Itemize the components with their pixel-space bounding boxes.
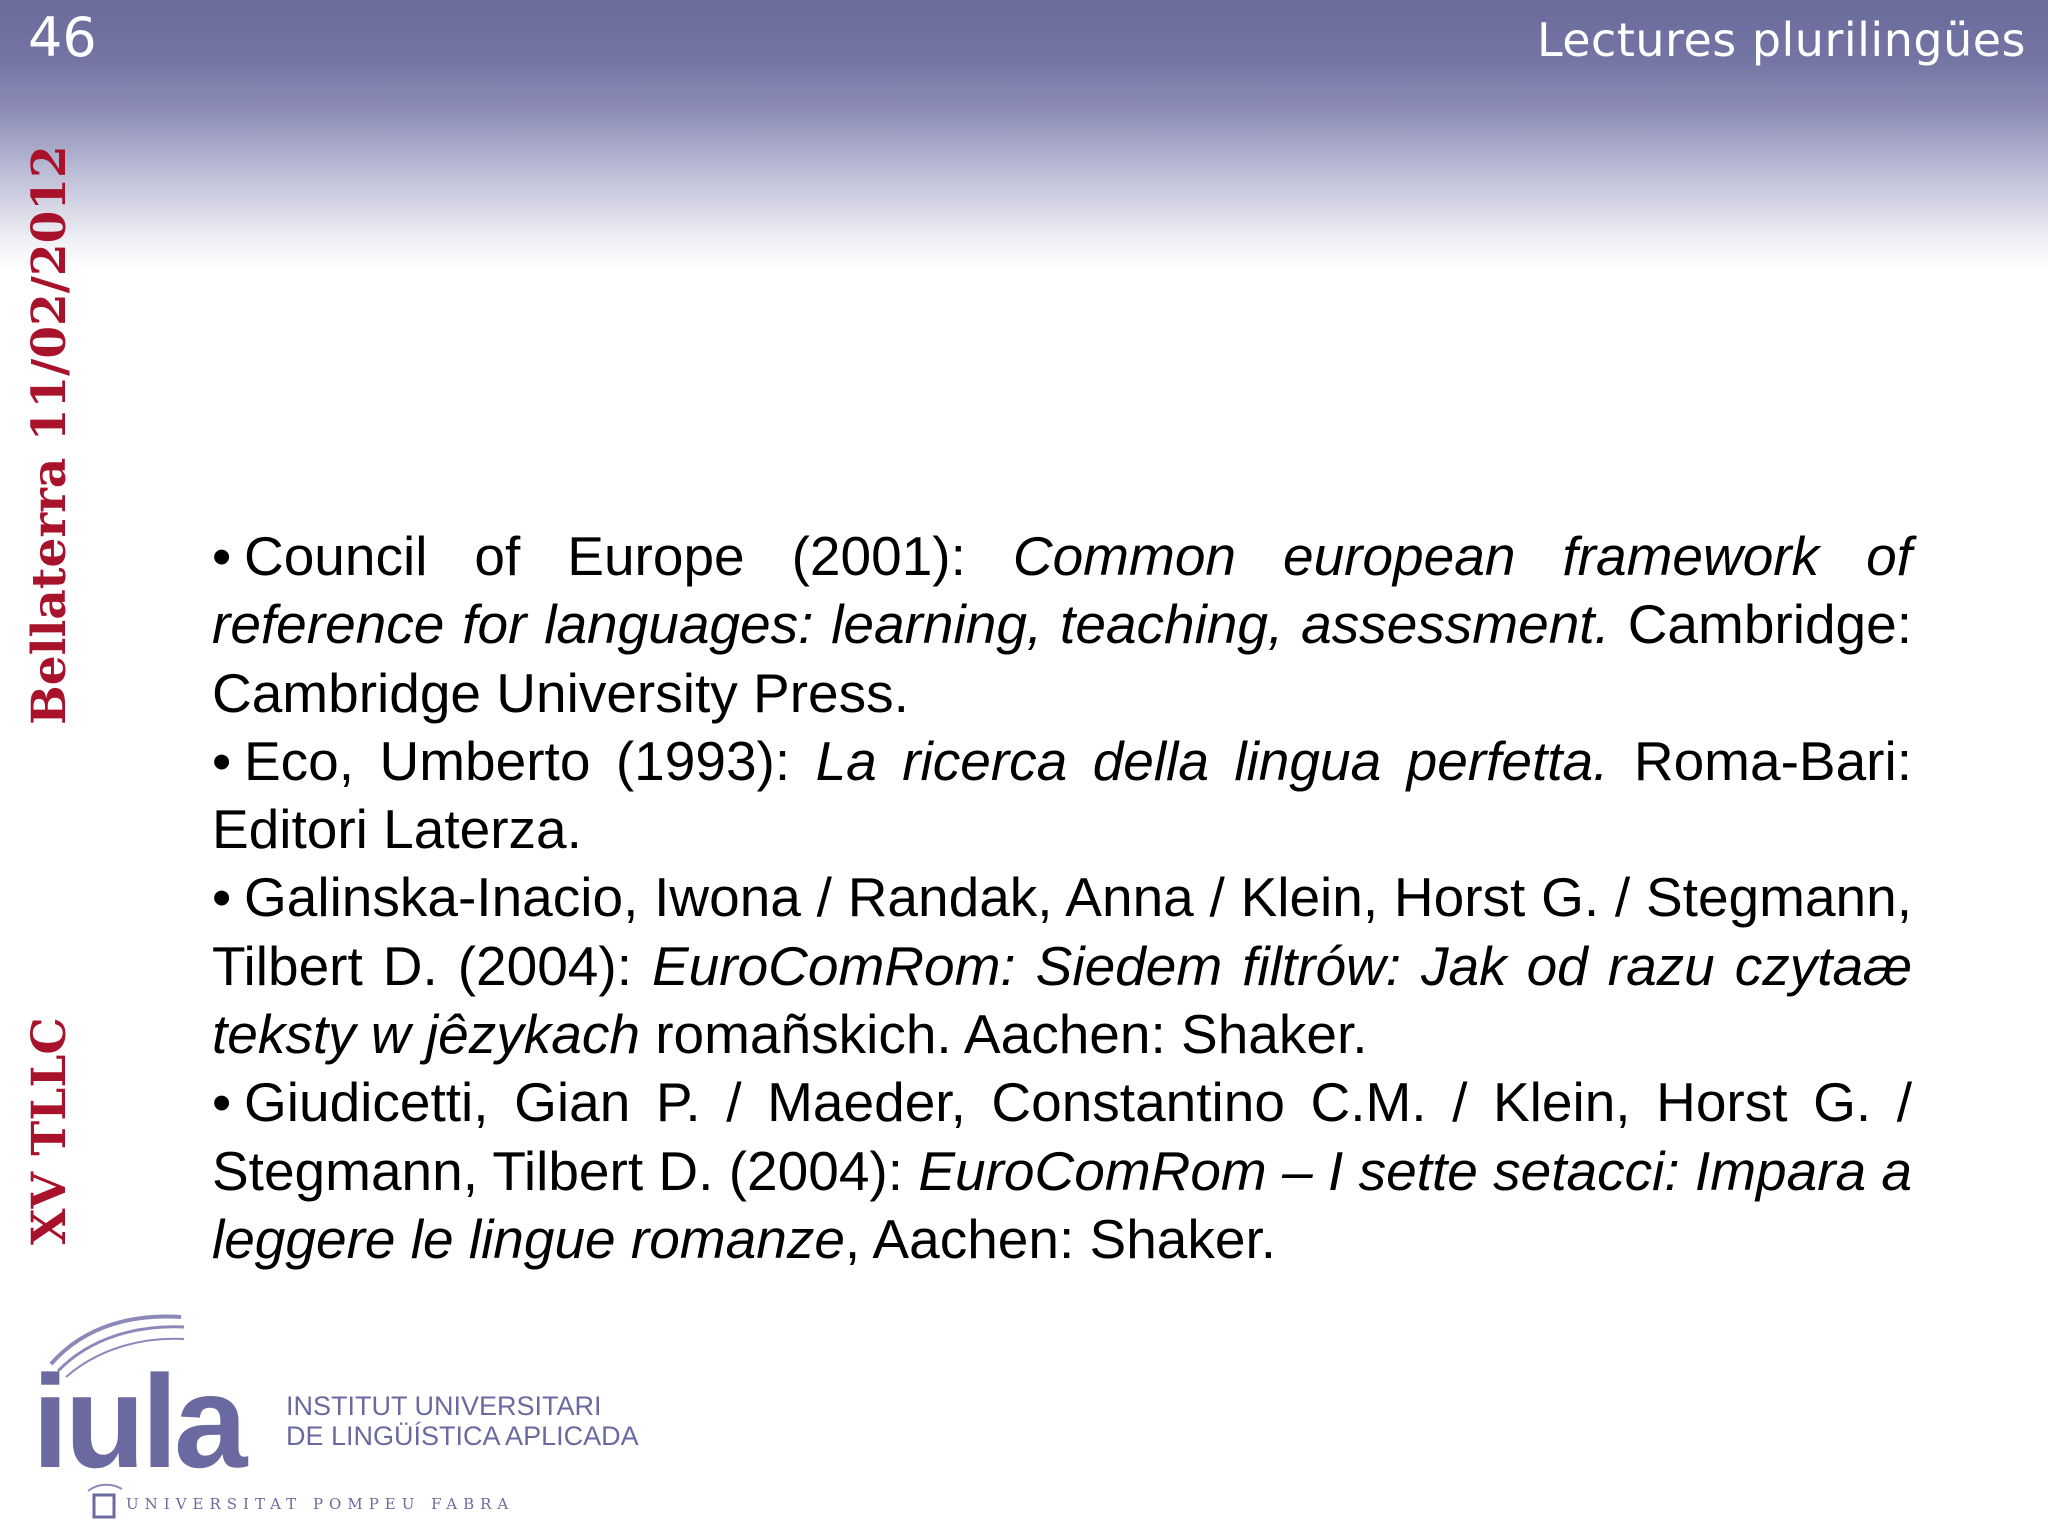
bullet: •	[212, 1071, 232, 1134]
reference-item	[212, 522, 1912, 727]
iula-logo: iula	[32, 1348, 244, 1495]
event-name-label: XV TLLC	[22, 1017, 77, 1245]
reference-item	[212, 727, 1912, 864]
reference-lead: Council of Europe (2001):	[244, 525, 1013, 587]
slide-title: Lectures plurilingües	[1536, 13, 2026, 67]
institute-line-2: DE LINGÜÍSTICA APLICADA	[286, 1421, 639, 1451]
side-block-top	[0, 145, 130, 740]
university-name: UNIVERSITAT POMPEU FABRA	[126, 1495, 515, 1513]
reference-item	[212, 1068, 1912, 1273]
slide-number: 46	[28, 6, 97, 69]
reference-item	[212, 863, 1912, 1068]
reference-title: La ricerca della lingua perfetta.	[815, 729, 1609, 792]
reference-tail: romañskich. Aachen: Shaker.	[639, 1003, 1368, 1066]
references-list	[212, 522, 1912, 1273]
bullet: •	[212, 866, 232, 929]
reference-lead: Eco, Umberto (1993):	[244, 729, 816, 792]
side-block-bottom	[0, 1017, 130, 1255]
reference-title: Common european framework of reference for languages: learning, teaching, assessment.	[212, 525, 1912, 656]
reference-lead: Giudicetti, Gian P. / Maeder, Constantino C.M. / Klein, Horst G. / Stegmann, Tilbert D. (2004):	[212, 1071, 1912, 1202]
reference-tail: Roma-Bari: Editori Laterza.	[212, 729, 1912, 861]
upf-emblem-icon	[82, 1479, 126, 1523]
bullet: •	[212, 525, 232, 587]
event-date-label: Bellaterra 11/02/2012	[22, 145, 77, 725]
iula-logo-block	[0, 1295, 640, 1536]
reference-tail: Cambridge: Cambridge University Press.	[212, 593, 1912, 724]
institute-line-1: INSTITUT UNIVERSITARI	[286, 1391, 602, 1421]
reference-title: EuroComRom – I sette setacci: Impara a leggere le lingue romanze	[212, 1139, 1912, 1270]
reference-tail: , Aachen: Shaker.	[844, 1207, 1277, 1270]
reference-title: EuroComRom: Siedem filtrów: Jak od razu czytaæ teksty w jêzykach	[212, 934, 1912, 1066]
reference-lead: Galinska-Inacio, Iwona / Randak, Anna / Klein, Horst G. / Stegmann, Tilbert D. (2004):	[212, 866, 1912, 997]
bullet: •	[212, 729, 232, 792]
